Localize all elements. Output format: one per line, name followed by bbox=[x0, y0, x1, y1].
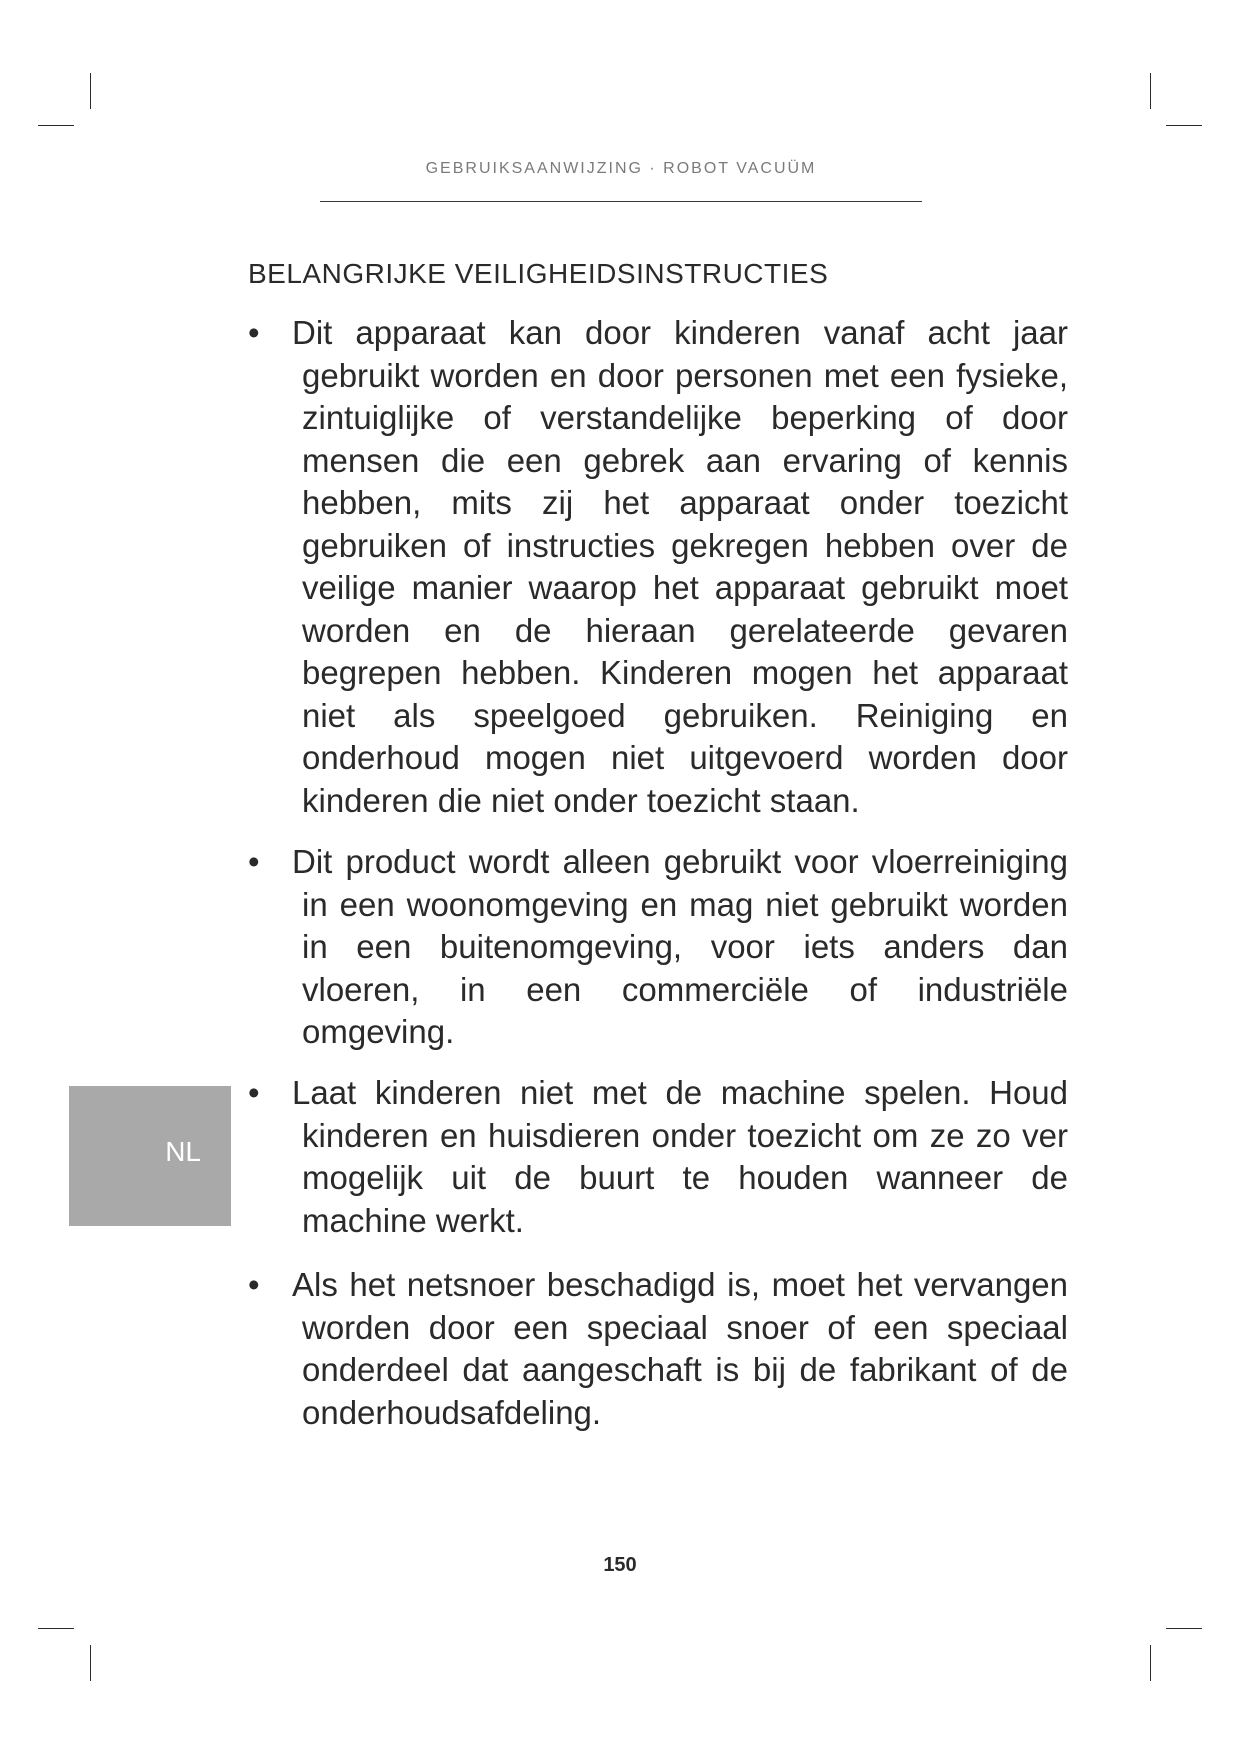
bullet-dot: • bbox=[248, 1266, 260, 1303]
crop-mark-bottom-right-vertical bbox=[1150, 1645, 1151, 1681]
page-number: 150 bbox=[603, 1554, 637, 1576]
bullet-item-2 bbox=[248, 841, 1068, 1054]
bullet-dot: • bbox=[248, 843, 260, 880]
bullet-text: Als het netsnoer beschadigd is, moet het vervangen worden door een speciaal snoer of een speciaal onderdeel dat aangeschaft is bij de fabrikant of de onderhoudsafdeling. bbox=[292, 1266, 1068, 1431]
running-header: GEBRUIKSAANWIJZING · ROBOT VACUÜM bbox=[425, 160, 817, 177]
bullet-text: Dit apparaat kan door kinderen vanaf acht jaar gebruikt worden en door personen met een fysieke, zintuiglijke of verstandelijke beperking of door mensen die een gebrek aan ervaring of kennis hebben, mits zij het apparaat onder toezicht gebruiken of instructies gekregen hebben over de veilige manier waarop het apparaat gebruikt moet worden en de hieraan gerelateerde gevaren begrepen hebben. Kinderen mogen het apparaat niet als speelgoed gebruiken. Reiniging en onderhoud mogen niet uitgevoerd worden door kinderen die niet onder toezicht staan. bbox=[292, 314, 1068, 819]
section-title: BELANGRIJKE VEILIGHEIDSINSTRUCTIES bbox=[248, 258, 829, 289]
language-tab bbox=[69, 1086, 231, 1226]
bullet-item-1 bbox=[248, 312, 1068, 822]
crop-mark-top-right-vertical bbox=[1150, 73, 1151, 109]
crop-mark-bottom-left-vertical bbox=[90, 1645, 91, 1681]
bullet-item-3 bbox=[248, 1072, 1068, 1242]
crop-mark-top-left-vertical bbox=[90, 73, 91, 109]
crop-mark-top-right-horizontal bbox=[1166, 125, 1202, 126]
crop-mark-bottom-left-horizontal bbox=[38, 1628, 74, 1629]
bullet-dot: • bbox=[248, 1074, 260, 1111]
bullet-dot: • bbox=[248, 314, 260, 351]
crop-mark-top-left-horizontal bbox=[38, 125, 74, 126]
bullet-text: Laat kinderen niet met de machine spelen. Houd kinderen en huisdieren onder toezicht om ze zo ver mogelijk uit de buurt te houden wanneer de machine werkt. bbox=[292, 1074, 1068, 1239]
language-tab-label: NL bbox=[165, 1136, 201, 1167]
header-rule bbox=[320, 201, 922, 202]
bullet-text: Dit product wordt alleen gebruikt voor vloerreiniging in een woonomgeving en mag niet gebruikt worden in een buitenomgeving, voor iets anders dan vloeren, in een commerciële of industriële omgeving. bbox=[292, 843, 1068, 1050]
crop-mark-bottom-right-horizontal bbox=[1166, 1628, 1202, 1629]
bullet-item-4 bbox=[248, 1264, 1068, 1434]
